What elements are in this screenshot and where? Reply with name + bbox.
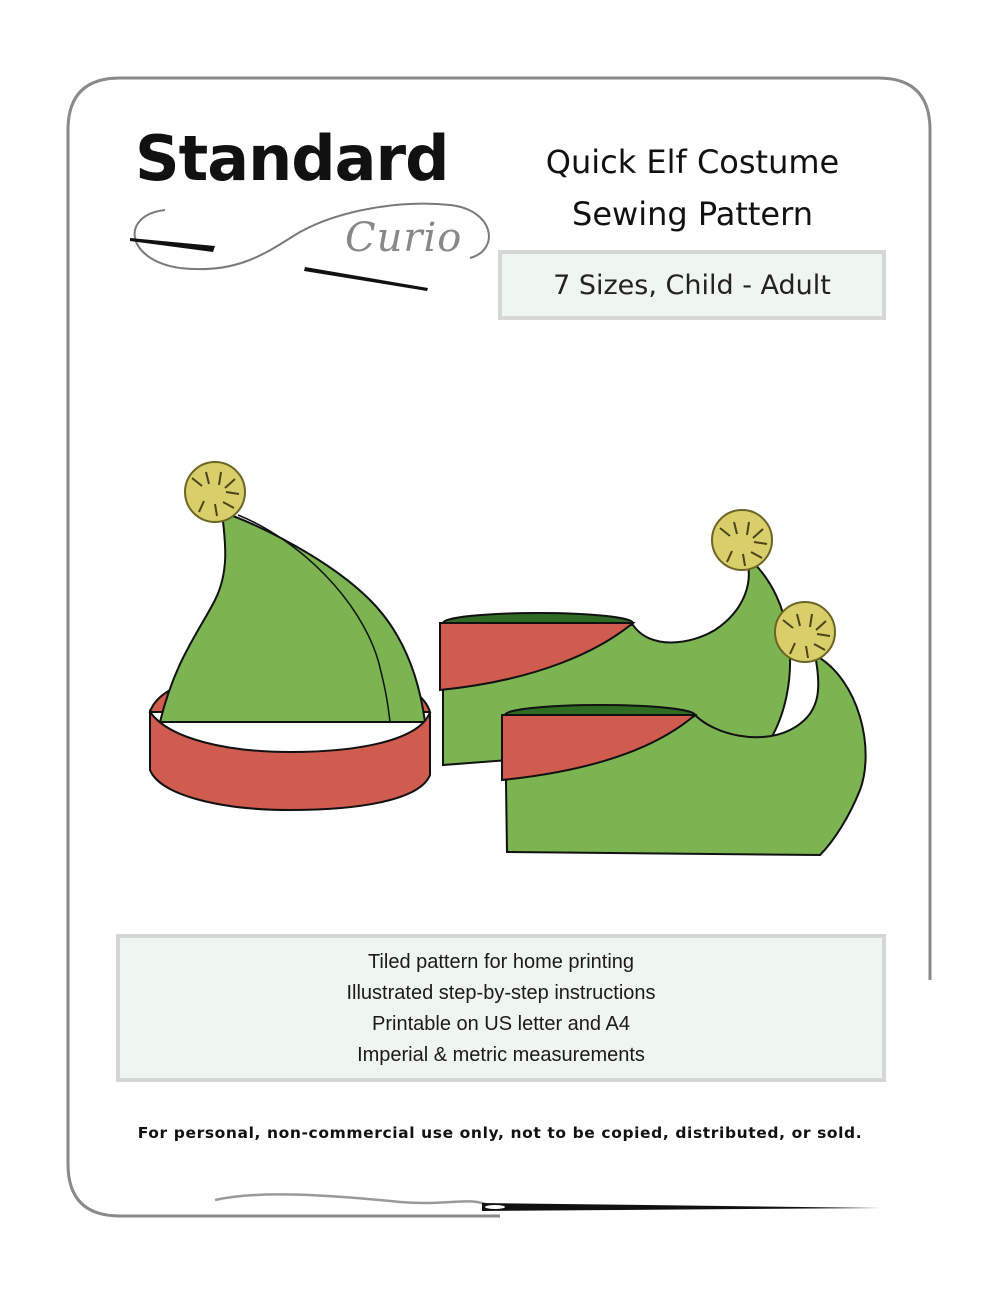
- feature-item: Illustrated step-by-step instructions: [346, 981, 656, 1004]
- pattern-title: Quick Elf Costume: [545, 143, 840, 181]
- feature-item: Imperial & metric measurements: [357, 1043, 645, 1066]
- brand-logo-text: Standard: [135, 122, 449, 195]
- pattern-subtitle: Sewing Pattern: [572, 195, 813, 233]
- brand-logo-script: Curio: [345, 215, 463, 261]
- usage-disclaimer: For personal, non-commercial use only, not to be copied, distributed, or sold.: [137, 1124, 863, 1142]
- elf-hat-icon: [150, 462, 430, 810]
- sizes-text: 7 Sizes, Child - Adult: [553, 269, 831, 301]
- feature-item: Tiled pattern for home printing: [367, 950, 635, 973]
- features-box: [116, 934, 886, 1082]
- feature-item: Printable on US letter and A4: [372, 1012, 630, 1035]
